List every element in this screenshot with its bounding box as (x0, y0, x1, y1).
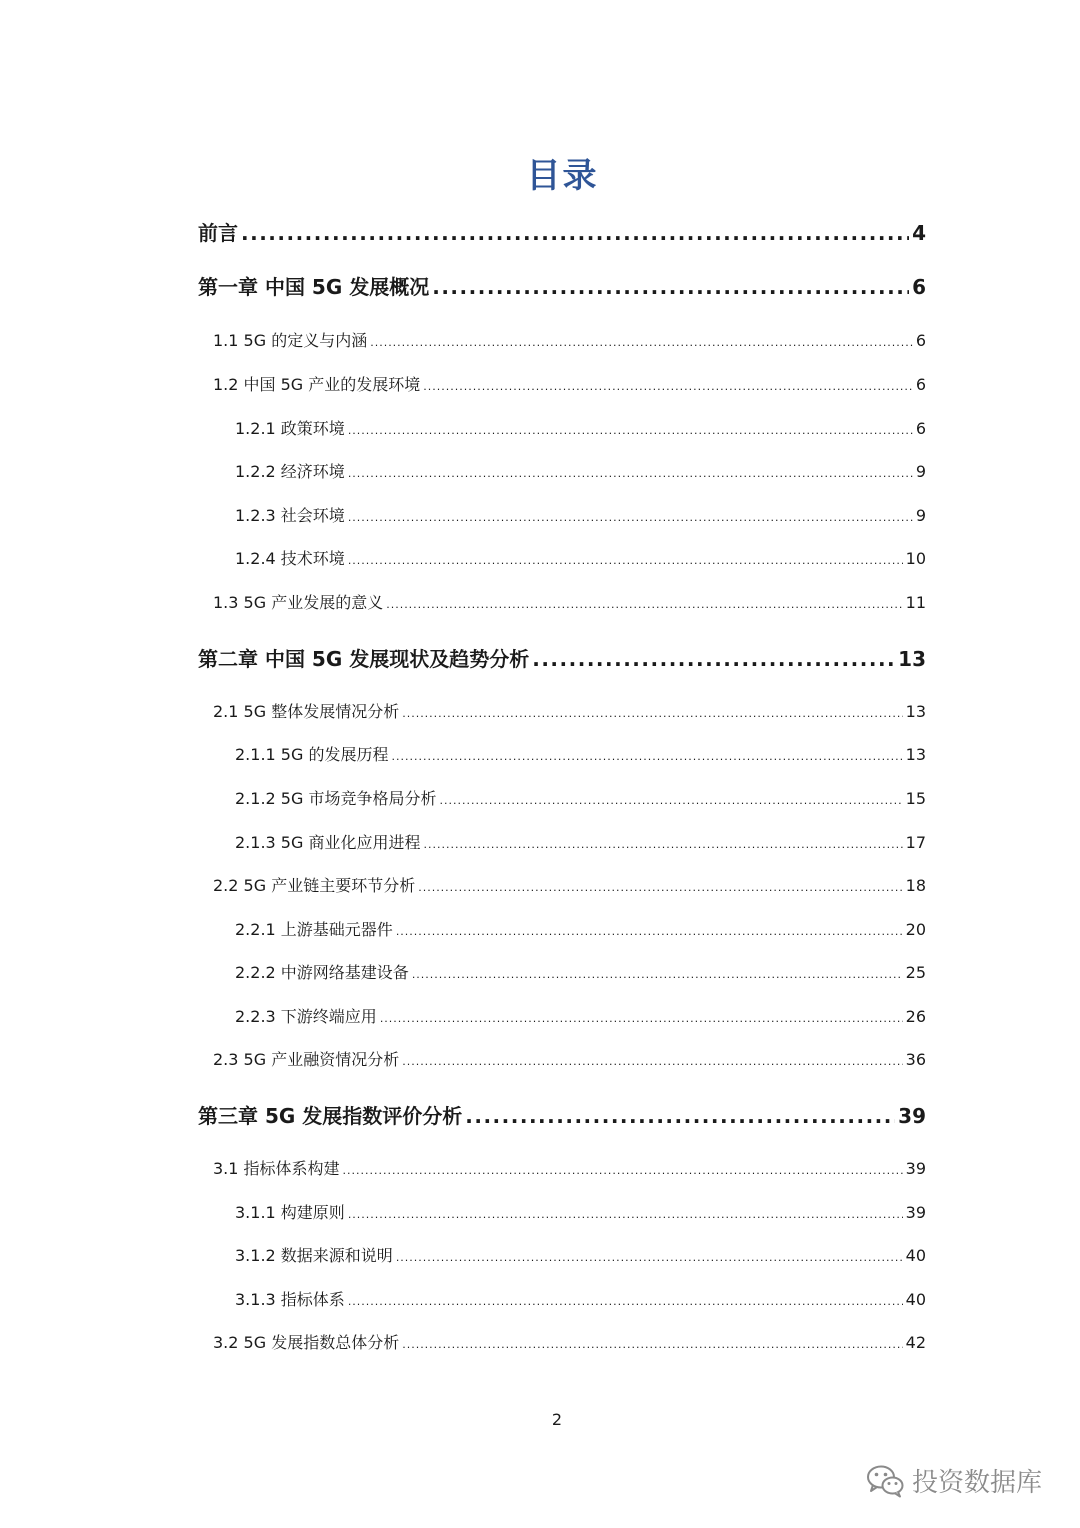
toc-entry-label: 第三章 5G 发展指数评价分析 (198, 1104, 463, 1128)
toc-dot-leader (348, 1208, 903, 1221)
toc-entry-page: 40 (905, 1246, 926, 1265)
toc-entry-label: 3.1.3 指标体系 (235, 1290, 345, 1309)
toc-dot-leader (412, 968, 903, 981)
toc-entry-page: 4 (912, 221, 926, 245)
toc-entry-page: 11 (905, 593, 926, 612)
page-number: 2 (551, 1410, 563, 1429)
toc-subsection-entry[interactable] (235, 742, 926, 765)
toc-section-entry[interactable] (213, 328, 926, 351)
toc-dot-leader (380, 1012, 903, 1025)
toc-section-entry[interactable] (213, 1330, 926, 1353)
toc-subsection-entry[interactable] (235, 1004, 926, 1027)
toc-section-entry[interactable] (213, 590, 926, 613)
toc-entry-page: 36 (905, 1050, 926, 1069)
toc-entry-page: 6 (912, 275, 926, 299)
watermark-text: 投资数据库 (912, 1468, 1043, 1498)
toc-entry-page: 42 (905, 1333, 926, 1352)
toc-entry-page: 17 (905, 833, 926, 852)
toc-dot-leader (465, 1104, 895, 1128)
toc-entry-label: 1.2.4 技术环境 (235, 549, 345, 568)
toc-subsection-entry[interactable] (235, 786, 926, 809)
toc-dot-leader (348, 511, 913, 524)
toc-entry-label: 2.1 5G 整体发展情况分析 (213, 702, 400, 721)
toc-section-entry[interactable] (213, 699, 926, 722)
toc-entry-label: 2.1.3 5G 商业化应用进程 (235, 833, 421, 852)
toc-entry-label: 2.2.2 中游网络基建设备 (235, 963, 409, 982)
toc-subsection-entry[interactable] (235, 459, 926, 482)
toc-entry-label: 1.2.2 经济环境 (235, 462, 345, 481)
toc-entry-label: 2.2 5G 产业链主要环节分析 (213, 876, 416, 895)
toc-subsection-entry[interactable] (235, 416, 926, 439)
toc-entry-label: 1.2.1 政策环境 (235, 419, 345, 438)
toc-entry-page: 39 (905, 1203, 926, 1222)
toc-dot-leader (402, 1055, 902, 1068)
wechat-icon (866, 1464, 904, 1498)
toc-section-entry[interactable] (213, 1156, 926, 1179)
toc-dot-leader (370, 336, 913, 349)
toc-chapter-entry[interactable] (198, 1100, 926, 1129)
toc-entry-page: 13 (905, 702, 926, 721)
toc-subsection-entry[interactable] (235, 917, 926, 940)
toc-dot-leader (348, 1295, 903, 1308)
toc-entry-page: 18 (905, 876, 926, 895)
toc-entry-label: 1.2.3 社会环境 (235, 506, 345, 525)
toc-entry-page: 10 (905, 549, 926, 568)
toc-entry-label: 1.3 5G 产业发展的意义 (213, 593, 384, 612)
toc-entry-page: 39 (898, 1104, 926, 1128)
toc-dot-leader (348, 424, 913, 437)
toc-subsection-entry[interactable] (235, 830, 926, 853)
toc-section-entry[interactable] (213, 873, 926, 896)
toc-entry-label: 第一章 中国 5G 发展概况 (198, 275, 430, 299)
toc-dot-leader (402, 1338, 902, 1351)
toc-entry-label: 2.2.1 上游基础元器件 (235, 920, 393, 939)
toc-entry-label: 2.1.2 5G 市场竞争格局分析 (235, 789, 437, 808)
toc-entry-label: 3.2 5G 发展指数总体分析 (213, 1333, 400, 1352)
toc-entry-label: 2.2.3 下游终端应用 (235, 1007, 377, 1026)
toc-dot-leader (532, 647, 895, 671)
toc-dot-leader (423, 838, 902, 851)
toc-subsection-entry[interactable] (235, 1200, 926, 1223)
toc-entry-label: 3.1.2 数据来源和说明 (235, 1246, 393, 1265)
toc-chapter-entry[interactable] (198, 271, 926, 300)
toc-entry-label: 1.2 中国 5G 产业的发展环境 (213, 375, 421, 394)
toc-entry-page: 6 (915, 419, 926, 438)
toc-dot-leader (343, 1164, 903, 1177)
toc-dot-leader (348, 467, 913, 480)
toc-subsection-entry[interactable] (235, 503, 926, 526)
toc-entry-page: 6 (915, 375, 926, 394)
toc-entry-label: 前言 (198, 221, 238, 245)
toc-entry-page: 13 (898, 647, 926, 671)
toc-dot-leader (402, 707, 902, 720)
toc-entry-label: 2.1.1 5G 的发展历程 (235, 745, 389, 764)
toc-title: 目录 (526, 156, 599, 196)
toc-entry-page: 15 (905, 789, 926, 808)
toc-section-entry[interactable] (213, 372, 926, 395)
toc-section-entry[interactable] (213, 1047, 926, 1070)
toc-chapter-entry[interactable] (198, 643, 926, 672)
toc-entry-page: 6 (915, 331, 926, 350)
toc-entry-page: 9 (915, 462, 926, 481)
toc-dot-leader (386, 598, 902, 611)
toc-entry-page: 25 (905, 963, 926, 982)
toc-entry-page: 40 (905, 1290, 926, 1309)
toc-dot-leader (432, 275, 909, 299)
toc-subsection-entry[interactable] (235, 546, 926, 569)
toc-entry-label: 第二章 中国 5G 发展现状及趋势分析 (198, 647, 530, 671)
toc-dot-leader (423, 380, 913, 393)
toc-entry-page: 20 (905, 920, 926, 939)
toc-dot-leader (391, 750, 902, 763)
watermark (866, 1462, 1042, 1499)
toc-entry-label: 3.1 指标体系构建 (213, 1159, 340, 1178)
toc-dot-leader (418, 881, 902, 894)
toc-entry-page: 13 (905, 745, 926, 764)
toc-entry-page: 9 (915, 506, 926, 525)
toc-entry-label: 1.1 5G 的定义与内涵 (213, 331, 368, 350)
toc-dot-leader (439, 794, 902, 807)
toc-dot-leader (241, 221, 909, 245)
toc-entry-label: 2.3 5G 产业融资情况分析 (213, 1050, 400, 1069)
toc-dot-leader (348, 554, 903, 567)
toc-chapter-entry[interactable] (198, 217, 926, 246)
toc-entry-page: 26 (905, 1007, 926, 1026)
toc-entry-label: 3.1.1 构建原则 (235, 1203, 345, 1222)
toc-subsection-entry[interactable] (235, 960, 926, 983)
toc-dot-leader (396, 1251, 903, 1264)
toc-subsection-entry[interactable] (235, 1287, 926, 1310)
toc-entry-page: 39 (905, 1159, 926, 1178)
toc-dot-leader (396, 925, 903, 938)
toc-subsection-entry[interactable] (235, 1243, 926, 1266)
